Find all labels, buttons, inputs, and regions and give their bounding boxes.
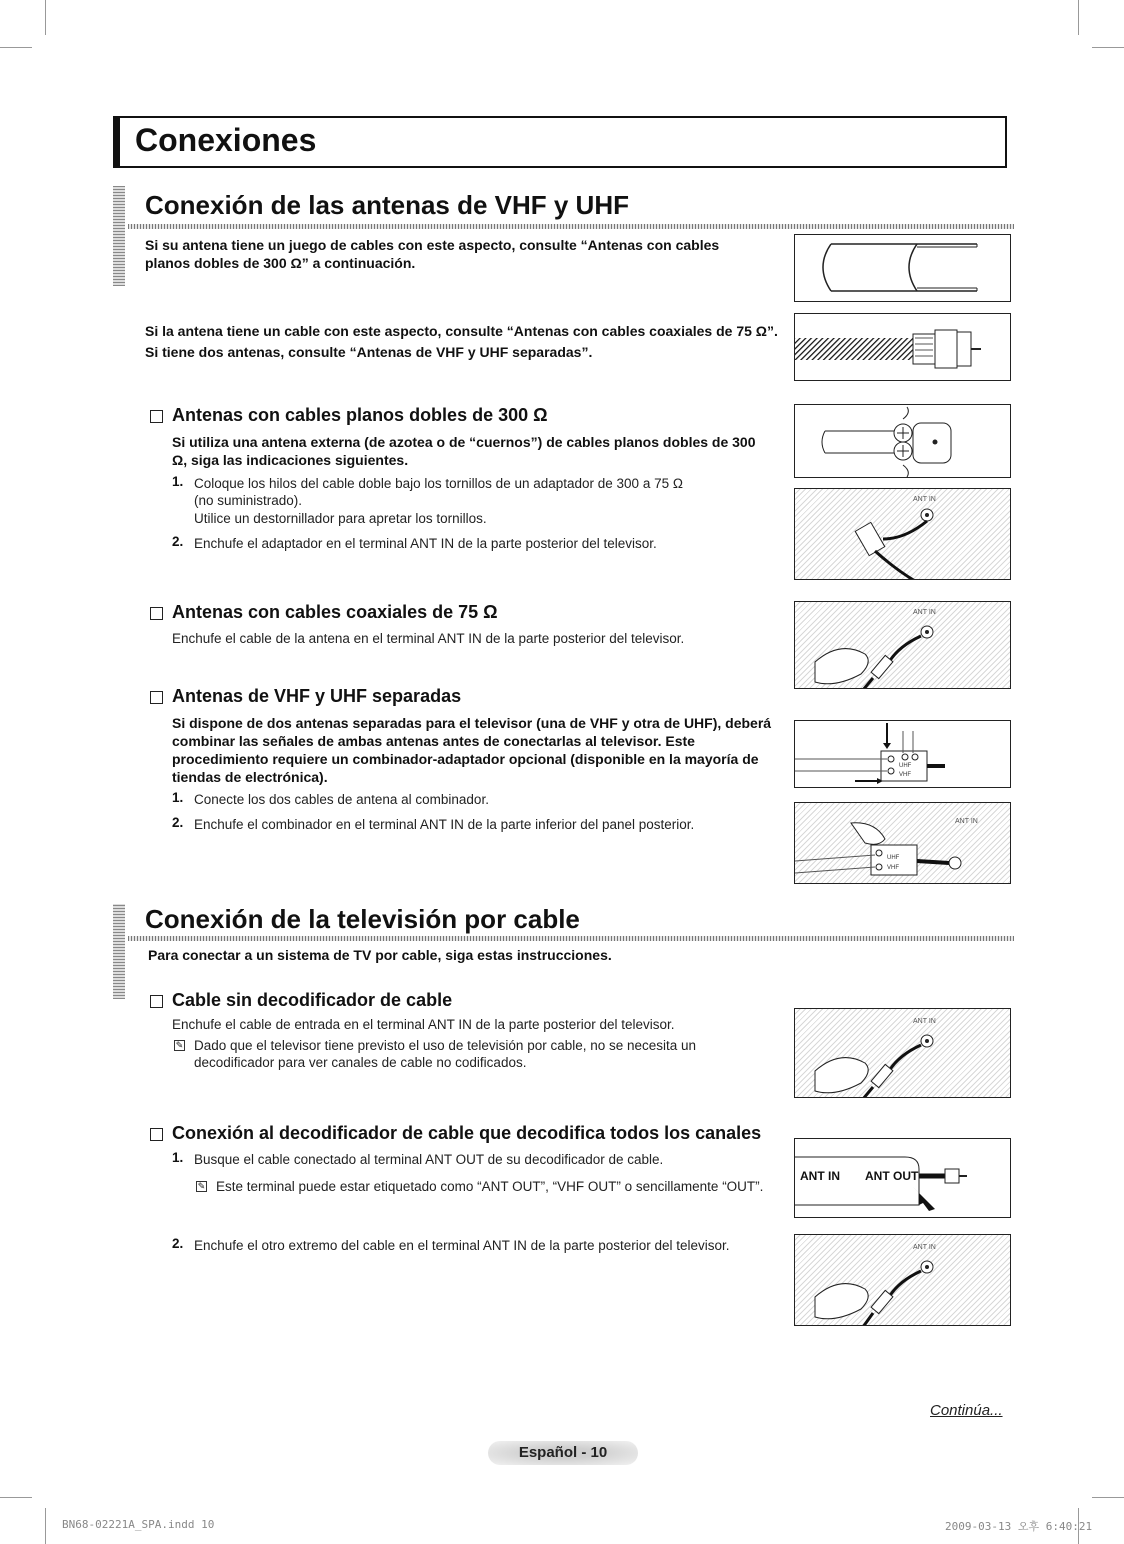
crop-mark bbox=[0, 47, 32, 48]
antennas-intro-2: Si la antena tiene un cable con este aspecto, consulte “Antenas con cables coaxiales de 75 Ω”. bbox=[145, 323, 778, 339]
figure-coax-cable bbox=[794, 313, 1011, 381]
checkbox-icon bbox=[150, 410, 163, 423]
uhf-label: UHF bbox=[887, 855, 900, 861]
ant-in-label: ANT IN bbox=[913, 609, 936, 616]
ant-in-label: ANT IN bbox=[955, 818, 978, 825]
antennas-intro-3: Si tiene dos antenas, consulte “Antenas de VHF y UHF separadas”. bbox=[145, 344, 593, 360]
step-number: 2. bbox=[172, 1236, 184, 1251]
vhf-label: VHF bbox=[899, 772, 911, 778]
section-title-cable: Conexión de la televisión por cable bbox=[145, 904, 580, 934]
separate-step-1: Conecte los dos cables de antena al combinador. bbox=[194, 792, 489, 807]
print-slug-left: BN68-02221A_SPA.indd 10 bbox=[62, 1518, 215, 1531]
crop-mark bbox=[0, 1497, 32, 1498]
nobox-note: Dado que el televisor tiene previsto el uso de televisión por cable, no se necesita un decodificador para ver canales de cable no codificados. bbox=[194, 1038, 697, 1070]
section-rule bbox=[128, 224, 1014, 229]
decoder-step-2: Enchufe el otro extremo del cable en el terminal ANT IN de la parte posterior del televisor. bbox=[194, 1238, 730, 1253]
crop-mark bbox=[1078, 0, 1079, 35]
ant-in-label: ANT IN bbox=[800, 1169, 840, 1183]
crop-mark bbox=[1092, 1497, 1124, 1498]
uhf-label: UHF bbox=[899, 763, 912, 769]
subsection-separate-heading: Antenas de VHF y UHF separadas bbox=[172, 686, 462, 706]
vhf-label: VHF bbox=[887, 865, 899, 871]
print-slug-right: 2009-03-13 오후 6:40:21 bbox=[945, 1520, 1093, 1533]
flat-step-1b: (no suministrado). bbox=[194, 493, 303, 508]
ant-in-label: ANT IN bbox=[913, 1018, 936, 1025]
checkbox-icon bbox=[150, 995, 163, 1008]
figure-adapter bbox=[794, 404, 1011, 478]
step-number: 2. bbox=[172, 815, 184, 830]
subsection-coax-heading: Antenas con cables coaxiales de 75 Ω bbox=[172, 602, 498, 622]
figure-combiner-ant-in bbox=[794, 802, 1011, 884]
continue-link[interactable]: Continúa... bbox=[930, 1402, 1003, 1419]
checkbox-icon bbox=[150, 607, 163, 620]
section-bar bbox=[113, 904, 125, 999]
separate-lead: Si dispone de dos antenas separadas para el televisor (una de VHF y otra de UHF), deberá combinar las señales de ambas antenas antes de conectarlas al televisor. Este procedimiento requiere un combinador-adaptador opcional (disponible en la mayoría de tiendas de electrónica). bbox=[172, 715, 772, 785]
subsection-nobox-heading: Cable sin decodificador de cable bbox=[172, 990, 453, 1010]
crop-mark bbox=[45, 1508, 46, 1544]
figure-coax-ant-in bbox=[794, 601, 1011, 689]
page-title-box bbox=[113, 116, 1007, 168]
figure-decoder-box bbox=[794, 1138, 1011, 1218]
flat-step-1c: Utilice un destornillador para apretar los tornillos. bbox=[194, 511, 487, 526]
ant-in-label: ANT IN bbox=[913, 496, 936, 503]
flat-step-2: Enchufe el adaptador en el terminal ANT IN de la parte posterior del televisor. bbox=[194, 536, 657, 551]
page-title: Conexiones bbox=[135, 122, 317, 158]
ant-out-label: ANT OUT bbox=[865, 1169, 919, 1183]
note-icon: ✎ bbox=[197, 1181, 206, 1191]
ant-in-label: ANT IN bbox=[913, 1244, 936, 1251]
step-number: 1. bbox=[172, 1150, 184, 1165]
cable-intro: Para conectar a un sistema de TV por cable, siga estas instrucciones. bbox=[148, 947, 612, 963]
checkbox-icon bbox=[150, 1128, 163, 1141]
separate-step-2: Enchufe el combinador en el terminal ANT IN de la parte inferior del panel posterior. bbox=[194, 817, 695, 832]
antennas-intro-1: Si su antena tiene un juego de cables con este aspecto, consulte “Antenas con cables planos dobles de 300 Ω” a continuación. bbox=[145, 237, 720, 271]
subsection-flat-heading: Antenas con cables planos dobles de 300 Ω bbox=[172, 405, 548, 425]
flat-lead: Si utiliza una antena externa (de azotea o de “cuernos”) de cables planos dobles de 300 Ω, siga las indicaciones siguientes. bbox=[172, 434, 756, 468]
coax-text: Enchufe el cable de la antena en el terminal ANT IN de la parte posterior del televisor. bbox=[172, 631, 685, 646]
page-number-badge: Español - 10 bbox=[488, 1441, 638, 1465]
subsection-decoder-heading: Conexión al decodificador de cable que decodifica todos los canales bbox=[172, 1123, 762, 1143]
nobox-text: Enchufe el cable de entrada en el terminal ANT IN de la parte posterior del televisor. bbox=[172, 1017, 675, 1032]
step-number: 1. bbox=[172, 790, 184, 805]
figure-adapter-ant-in bbox=[794, 488, 1011, 580]
checkbox-icon bbox=[150, 691, 163, 704]
crop-mark bbox=[1092, 47, 1124, 48]
flat-step-1a: Coloque los hilos del cable doble bajo los tornillos de un adaptador de 300 a 75 Ω bbox=[194, 476, 683, 491]
step-number: 1. bbox=[172, 474, 184, 489]
step-number: 2. bbox=[172, 534, 184, 549]
crop-mark bbox=[45, 0, 46, 35]
figure-cable-ant-in bbox=[794, 1008, 1011, 1098]
figure-twin-lead-cable bbox=[794, 234, 1011, 302]
figure-combiner bbox=[794, 720, 1011, 788]
section-bar bbox=[113, 186, 125, 286]
note-icon: ✎ bbox=[175, 1040, 184, 1050]
section-title-antennas: Conexión de las antenas de VHF y UHF bbox=[145, 190, 629, 220]
decoder-step-1: Busque el cable conectado al terminal ANT OUT de su decodificador de cable. bbox=[194, 1152, 664, 1167]
decoder-note: Este terminal puede estar etiquetado como “ANT OUT”, “VHF OUT” o sencillamente “OUT”. bbox=[216, 1179, 764, 1194]
section-rule bbox=[128, 936, 1014, 941]
figure-cable-ant-in-2 bbox=[794, 1234, 1011, 1326]
